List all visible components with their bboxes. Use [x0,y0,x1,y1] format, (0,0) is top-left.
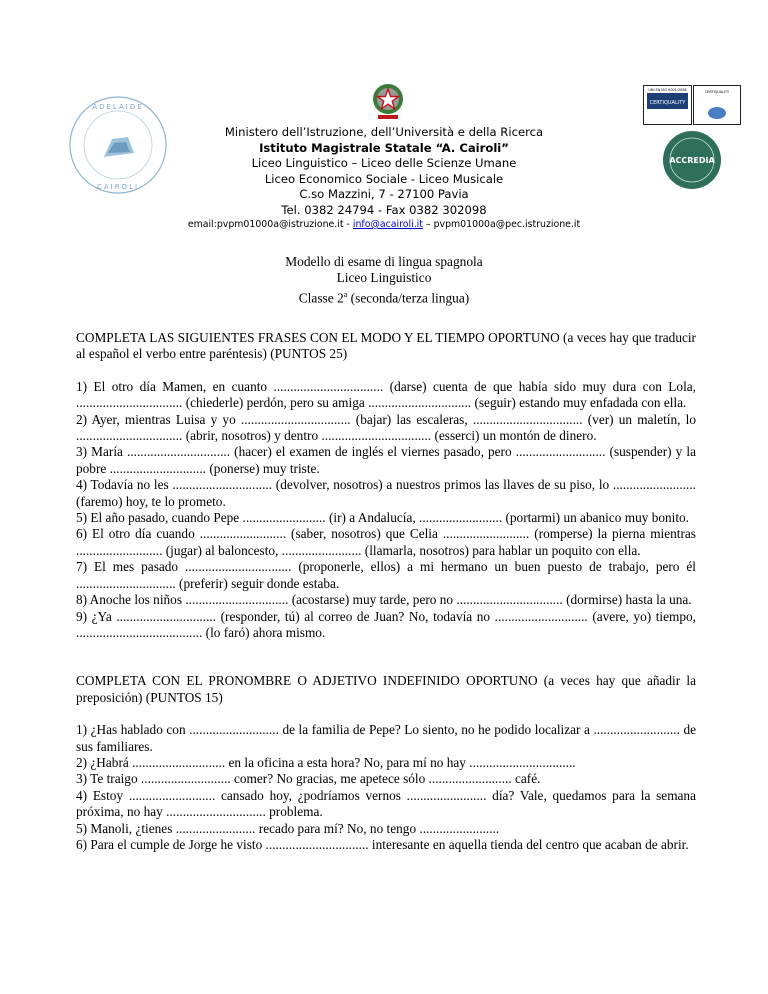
email-prefix: email:pvpm01000a@istruzione.it - [187,219,353,230]
exercise-item: 3) María ............................... (hacer) el examen de inglés el viernes pasado, pero ........................... (suspender) y la pobre ............................. (ponerse) muy triste. [76,444,696,476]
certiquality-badge [643,85,741,125]
exercise-item: 1) El otro día Mamen, en cuanto ................................. (darse) cuenta de que había sido muy dura con Lola, ................................ (chiederle) perdón, pero su amiga ............................... (seguir) estando muy enfadada con ella. [76,378,696,411]
svg-text:ADELAIDE: ADELAIDE [92,103,144,111]
exercise-item: 3) Te traigo ........................... comer? No gracias, me apetece sólo ......................... café. [76,771,541,787]
address: C.so Mazzini, 7 - 27100 Pavia [299,187,469,201]
exercise-item: 9) ¿Ya .............................. (responder, tú) al correo de Juan? No, todavía no ............................ (avere, yo) tiempo, ...................................... (lo faró) ahora mismo. [76,608,696,640]
exercise-item: 4) Todavía no les .............................. (devolver, nosotros) a nuestros primos las llaves de su piso, lo ......................... (faremo) hoy, te lo prometo. [76,477,696,509]
title-line-1: Modello di esame di lingua spagnola [285,254,483,269]
phone-fax: Tel. 0382 24794 - Fax 0382 302098 [281,202,487,217]
institute-name: Istituto Magistrale Statale “A. Cairoli” [259,140,509,155]
institution-info [0,125,768,232]
republic-emblem-icon [368,79,408,123]
exercise-item: 8) Anoche los niños ............................... (acostarse) muy tarde, pero no ................................ (dormirse) hasta la una. [76,592,692,608]
email-suffix: – pvpm01000a@pec.istruzione.it [422,219,581,230]
exercise-item: 4) Estoy .......................... cansado hoy, ¿podríamos vernos ........................ día? Vale, quedamos para la semana próxima, no hay .............................. problema. [76,787,696,820]
school-types-2: Liceo Economico Sociale - Liceo Musicale [264,171,504,186]
exercise-item: 5) El año pasado, cuando Pepe ......................... (ir) a Andalucía, ......................... (portarmi) un abanico muy bonito. [76,510,690,526]
svg-text:CERTIQUALITY: CERTIQUALITY [649,100,686,106]
section-1-heading: COMPLETA LAS SIGUIENTES FRASES CON EL MODO Y EL TIEMPO OPORTUNO (a veces hay que traducir al español el verbo entre paréntesis) (PUNTOS 25) [76,330,696,362]
document-title [0,254,768,306]
email-line [0,218,768,232]
exercise-item: 2) ¿Habrá ............................ en la oficina a esta hora? No, para mí no hay ................................ [76,754,576,770]
exercise-item: 2) Ayer, mientras Luisa y yo ................................. (bajar) las escaleras, ................................. (ver) un maletín, lo ................................ (abrir, nosotros) y dentro ................................. (esserci) un montón de dinero. [76,411,696,444]
school-types: Liceo Linguistico – Liceo delle Scienze Umane [251,156,517,170]
letterhead [0,75,768,230]
title-line-2: Liceo Linguistico [336,270,432,286]
ministry-name: Ministero dell’Istruzione, dell’Università e della Ricerca [224,125,544,139]
svg-text:UNI EN ISO 9001:2008: UNI EN ISO 9001:2008 [648,88,687,92]
exercise-item: 6) El otro día cuando .......................... (saber, nosotros) que Celia .......................... (romperse) la pierna mientras .......................... (jugar) al baloncesto, ........................ (llamarla, nosotros) para hablar un poquito con ella. [76,526,696,558]
email-link[interactable]: info@acairoli.it [352,219,423,230]
section-2-heading: COMPLETA CON EL PRONOMBRE O ADJETIVO INDEFINIDO OPORTUNO (a veces hay que añadir la preposición) (PUNTOS 15) [76,673,696,705]
svg-text:CERTIQUALITY: CERTIQUALITY [704,90,730,94]
exam-content [76,330,696,853]
svg-text:ACCREDIA: ACCREDIA [669,156,715,165]
exercise-item: 5) Manoli, ¿tienes ........................ recado para mí? No, no tengo ........................ [76,820,500,836]
svg-text:CAIROLI: CAIROLI [96,183,140,191]
exercise-item: 7) El mes pasado ................................ (proponerle, ellos) a mi hermano un buen puesto de trabajo, pero él .............................. (preferir) seguir donde estaba. [76,559,696,591]
exercise-item: 1) ¿Has hablado con ........................... de la familia de Pepe? Lo siento, no he podido localizar a .......................... de sus familiares. [76,722,696,754]
title-line-3: Classe 2$^a$ (seconda/terza lingua) [298,289,470,306]
exercise-item: 6) Para el cumple de Jorge he visto ............................... interesante en aquella tienda del centro que acaban de abrir. [76,836,689,852]
